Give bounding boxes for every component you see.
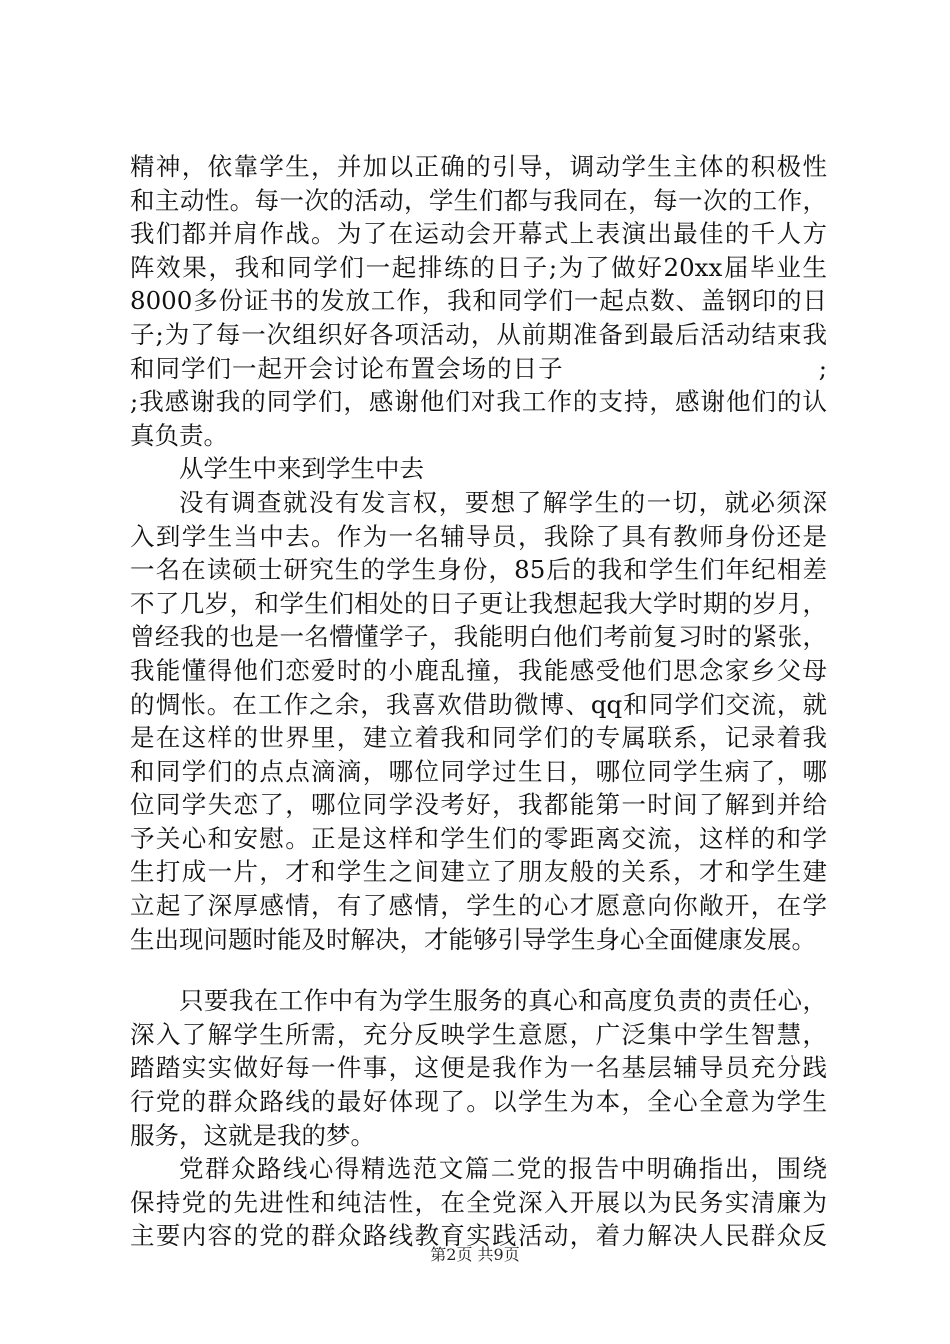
text-line: 是在这样的世界里，建立着我和同学们的专属联系，记录着我 — [130, 723, 827, 753]
text-line: 8000多份证书的发放工作，我和同学们一起点数、盖钢印的日 — [130, 286, 827, 316]
text-line: 主要内容的党的群众路线教育实践活动，着力解决人民群众反 — [130, 1221, 827, 1251]
text-line: 踏踏实实做好每一件事，这便是我作为一名基层辅导员充分践 — [130, 1053, 827, 1083]
text-line: 生打成一片，才和学生之间建立了朋友般的关系，才和学生建 — [130, 857, 827, 887]
paragraph-2 — [130, 486, 827, 956]
section-heading: 从学生中来到学生中去 — [179, 454, 424, 484]
page-number-footer: 第2页 共9页 — [430, 1245, 520, 1264]
paragraph-3 — [130, 984, 827, 1152]
text-line: 保持党的先进性和纯洁性，在全党深入开展以为民务实清廉为 — [130, 1187, 827, 1217]
text-line: 阵效果，我和同学们一起排练的日子;为了做好20xx届毕业生 — [130, 252, 827, 282]
text-line: 立起了深厚感情，有了感情，学生的心才愿意向你敞开，在学 — [130, 891, 827, 921]
text-line: 我们都并肩作战。为了在运动会开幕式上表演出最佳的千人方 — [130, 219, 827, 249]
text-line: 一名在读硕士研究生的学生身份，85后的我和学生们年纪相差 — [130, 555, 827, 585]
paragraph-1 — [130, 150, 827, 452]
text-line: 予关心和安慰。正是这样和学生们的零距离交流，这样的和学 — [130, 823, 827, 853]
text-line: 子;为了每一次组织好各项活动，从前期准备到最后活动结束我 — [130, 319, 827, 349]
text-line: 党群众路线心得精选范文篇二党的报告中明确指出，围绕 — [179, 1154, 827, 1184]
text-line: 和主动性。每一次的活动，学生们都与我同在，每一次的工作， — [130, 185, 827, 215]
text-line: 不了几岁，和学生们相处的日子更让我想起我大学时期的岁月， — [130, 588, 827, 618]
text-line: 没有调查就没有发言权，要想了解学生的一切，就必须深 — [179, 487, 827, 517]
text-line: 位同学失恋了，哪位同学没考好，我都能第一时间了解到并给 — [130, 790, 827, 820]
text-line: 的惆怅。在工作之余，我喜欢借助微博、qq和同学们交流，就 — [130, 689, 827, 719]
text-line: 生出现问题时能及时解决，才能够引导学生身心全面健康发展。 — [130, 924, 816, 954]
text-line: 我能懂得他们恋爱时的小鹿乱撞，我能感受他们思念家乡父母 — [130, 655, 827, 685]
text-line: 深入了解学生所需，充分反映学生意愿，广泛集中学生智慧， — [130, 1019, 827, 1049]
text-line: 和同学们一起开会讨论布置会场的日子 ; — [130, 353, 827, 383]
text-line: 入到学生当中去。作为一名辅导员，我除了具有教师身份还是 — [130, 521, 827, 551]
text-line: 只要我在工作中有为学生服务的真心和高度负责的责任心， — [179, 986, 827, 1016]
text-line: 真负责。 — [130, 420, 228, 450]
paragraph-4 — [130, 1152, 827, 1253]
text-line: 行党的群众路线的最好体现了。以学生为本，全心全意为学生 — [130, 1087, 827, 1117]
document-body — [130, 150, 827, 1253]
text-line: 服务，这就是我的梦。 — [130, 1120, 375, 1150]
text-line: 曾经我的也是一名懵懂学子，我能明白他们考前复习时的紧张， — [130, 622, 827, 652]
text-line: 精神，依靠学生，并加以正确的引导，调动学生主体的积极性 — [130, 152, 827, 181]
text-line: ;我感谢我的同学们，感谢他们对我工作的支持，感谢他们的认 — [130, 387, 827, 417]
text-line: 和同学们的点点滴滴，哪位同学过生日，哪位同学生病了，哪 — [130, 756, 827, 786]
paragraph-spacer — [130, 956, 827, 984]
